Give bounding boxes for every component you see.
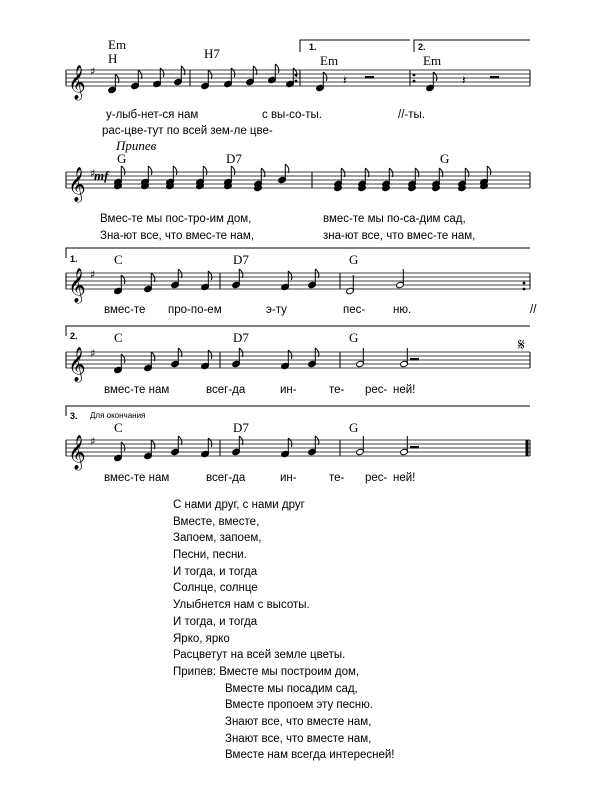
lyric-s3-a: вмес-те	[104, 304, 146, 316]
chord-d7-2: D7	[226, 151, 242, 166]
note-flag	[173, 166, 177, 175]
volta-3-label: 3.	[70, 411, 78, 421]
sharp-icon: ♯	[90, 167, 96, 180]
note-flag	[121, 275, 125, 284]
lyric-s1-a: у-лыб-нет-ся нам	[106, 109, 199, 121]
note-flag	[208, 271, 212, 280]
repeat-dot	[523, 288, 526, 291]
note-flag	[208, 438, 212, 447]
chord-em-1: Em	[108, 37, 127, 52]
chord-c-5: C	[114, 420, 123, 435]
chord-d7-4: D7	[233, 330, 249, 345]
note-flag	[160, 68, 164, 77]
half-rest-icon	[365, 76, 374, 79]
poem-line: Расцветут на всей земле цветы.	[173, 649, 346, 662]
lyric-s1-b: с вы-со-ты.	[262, 109, 322, 121]
half-rest-icon	[410, 358, 419, 361]
note-flag	[148, 166, 152, 175]
sharp-icon: ♯	[90, 347, 96, 360]
chord-g-5: G	[349, 420, 359, 435]
chord-g-2b: G	[440, 151, 450, 166]
poem-line: Вместе, вместе,	[173, 515, 260, 528]
lyric-s4-f: ней!	[393, 384, 416, 396]
poem-line: Запоем, запоем,	[173, 532, 262, 545]
note-flag	[288, 271, 292, 280]
note-flag	[288, 438, 292, 447]
note-flag	[231, 166, 235, 175]
lyric-s3-e: ню.	[393, 304, 412, 316]
lyric-s2-d: зна-ют все, что вмес-те нам,	[323, 230, 476, 242]
lyric-s2-a: Вмес-те мы пос-тро-им дом,	[100, 213, 252, 225]
lyric-s5-c: ин-	[280, 472, 297, 484]
sharp-icon: ♯	[90, 65, 96, 78]
note-flag	[487, 166, 491, 175]
treble-clef-icon: 𝄞	[68, 435, 86, 470]
chord-g-3: G	[349, 252, 359, 267]
poem-line: Знают все, что вместе нам,	[225, 732, 372, 745]
note-flag	[275, 64, 279, 73]
half-rest-icon	[490, 76, 499, 79]
lyric-s1-c: //-ты.	[398, 109, 425, 121]
volta-1-label-b: 1.	[70, 254, 78, 264]
lyric-s2-b: вмес-те мы по-са-дим сад,	[323, 213, 466, 225]
song-lyrics-text	[173, 497, 395, 764]
poem-line: Вместе нам всегда интересней!	[225, 749, 395, 762]
treble-clef-icon: 𝄞	[68, 65, 86, 100]
lyric-s2-c: Зна-ют все, что вмес-те нам,	[100, 230, 255, 242]
repeat-dot	[295, 80, 298, 83]
chord-g-4: G	[349, 330, 359, 345]
lyric-s5-d: те-	[329, 472, 345, 484]
poem-line: Ярко, ярко	[173, 632, 230, 645]
note-flag	[323, 72, 327, 81]
lyric-s3-d: пес-	[343, 304, 366, 316]
chord-c-4: C	[114, 330, 123, 345]
quarter-rest-icon: 𝄽	[343, 73, 347, 87]
repeat-dot	[295, 74, 298, 77]
lyric-s4-a: вмес-те нам	[104, 384, 170, 396]
lyric-s1-line2: рас-цве-тут по всей зем-ле цве-	[102, 125, 273, 137]
lyric-s4-b: всег-да	[206, 384, 246, 396]
chord-em-2: Em	[320, 53, 339, 68]
chord-d7-3: D7	[233, 252, 249, 267]
note-flag	[433, 72, 437, 81]
repeat-dot	[413, 74, 416, 77]
volta-2-label-b: 2.	[70, 331, 78, 341]
lyric-s5-b: всег-да	[206, 472, 246, 484]
poem-line: Вместе мы посадим сад,	[225, 682, 358, 695]
note-flag	[231, 68, 235, 77]
volta-2-label: 2.	[418, 42, 426, 52]
volta-bracket-2	[414, 40, 530, 52]
ending-note: Для окончания	[90, 411, 146, 420]
lyric-s5-a: вмес-те нам	[104, 472, 170, 484]
note-flag	[288, 350, 292, 359]
note-flag	[203, 166, 207, 175]
poem-line: Солнце, солнце	[173, 582, 258, 595]
lyric-s3-b: про-по-ем	[168, 304, 222, 316]
chord-g-2a: G	[117, 151, 127, 166]
poem-line: С нами друг, с нами друг	[173, 499, 305, 511]
repeat-dot	[413, 80, 416, 83]
poem-line: Припев: Вместе мы построим дом,	[173, 665, 360, 678]
chord-d7-5: D7	[233, 420, 249, 435]
chord-em-3: Em	[423, 53, 442, 68]
chord-h7: H7	[204, 46, 220, 61]
lyric-s3-c: э-ту	[266, 304, 287, 316]
poem-line: И тогда, и тогда	[173, 565, 258, 578]
chord-h-1: H	[108, 51, 118, 66]
lyric-s5-e: рес-	[365, 472, 388, 484]
chord-c-3: C	[114, 252, 123, 267]
lyric-s4-d: те-	[329, 384, 345, 396]
poem-line: И тогда, и тогда	[173, 615, 258, 628]
dynamic-mark: mf	[94, 168, 109, 183]
quarter-rest-icon: 𝄽	[462, 73, 466, 87]
volta-bracket-s3	[66, 248, 530, 258]
treble-clef-icon: 𝄞	[68, 347, 86, 382]
volta-bracket-s4	[66, 326, 530, 336]
poem-line: Улыбнется нам с высоты.	[173, 599, 310, 612]
poem-line: Вместе пропоем эту песню.	[225, 699, 373, 712]
volta-1-label: 1.	[309, 42, 317, 52]
poem-line: Знают все, что вместе нам,	[225, 715, 372, 728]
lyric-s4-c: ин-	[280, 384, 297, 396]
sharp-icon: ♯	[90, 268, 96, 281]
note-flag	[121, 166, 125, 175]
note-flag	[121, 442, 125, 451]
lyric-s4-e: рес-	[365, 384, 388, 396]
lyric-s3-f: //	[530, 304, 537, 316]
treble-clef-icon: 𝄞	[68, 268, 86, 303]
sharp-icon: ♯	[90, 435, 96, 448]
poem-line: Песни, песни.	[173, 549, 247, 562]
lyric-s5-f: ней!	[393, 472, 416, 484]
half-rest-icon	[410, 446, 419, 449]
segno-icon: 𝄋	[518, 335, 525, 354]
note-flag	[121, 354, 125, 363]
note-flag	[208, 350, 212, 359]
refrain-label: Припев	[116, 138, 157, 153]
repeat-dot	[523, 282, 526, 285]
treble-clef-icon: 𝄞	[68, 167, 86, 202]
